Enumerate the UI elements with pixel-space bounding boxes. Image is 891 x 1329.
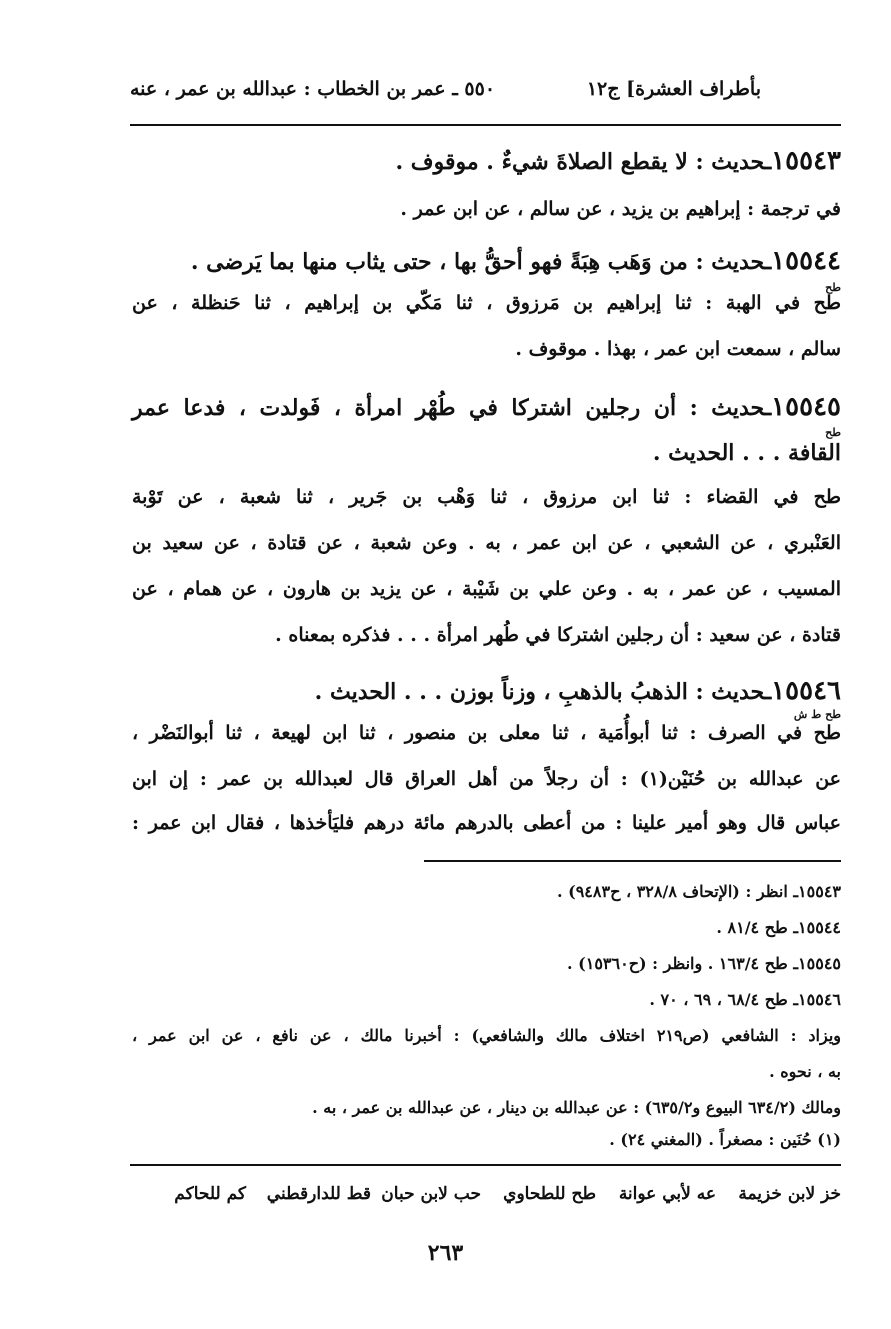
entry-text-line: العَنْبري ، عن الشعبي ، عن ابن عمر ، به . وعن شعبة ، عن قتادة ، عن سعيد بن <box>132 532 841 554</box>
entry-title: ـحديث : الذهبُ بالذهبِ ، وزناً بوزن . . . الحديث . <box>314 679 772 705</box>
running-header <box>130 78 761 108</box>
entry-sigla: طح <box>825 426 841 439</box>
abbreviation-item: قط للدارقطني <box>266 1184 371 1204</box>
entry-number: ١٥٥٤٦ <box>771 676 841 706</box>
entry-sigla: طح ط ش <box>793 708 841 721</box>
entry-title: ـحديث : أن رجلين اشتركا في طُهْر امرأة ، فَولدت ، فدعا عمر <box>132 395 772 421</box>
footnote-line: ١٥٥٤٦ـ طح ٦٨/٤ ، ٦٩ ، ٧٠ . <box>649 990 841 1009</box>
footnote-line: (١) حُنَين : مصغراً . (المغني ٢٤) . <box>609 1130 841 1149</box>
entry-title: ـحديث : من وَهَب هِبَةً فهو أحقُّ بها ، حتى يثاب منها بما يَرضى . <box>190 249 772 275</box>
abbreviations-key <box>130 1184 841 1214</box>
footnote-line: ١٥٥٤٤ـ طح ٨١/٤ . <box>716 918 841 937</box>
abbreviation-item: طح للطحاوي <box>503 1184 596 1204</box>
entry-number: ١٥٥٤٣ <box>771 146 841 176</box>
entry-text-line: طح في القضاء : ثنا ابن مرزوق ، ثنا وَهْب بن جَرير ، ثنا شعبة ، عن تَوْبة <box>132 486 841 508</box>
footnote-line: ويزاد : الشافعي (ص٢١٩ اختلاف مالك والشافعي) : أخبرنا مالك ، عن نافع ، عن ابن عمر ، <box>132 1026 842 1045</box>
entry-text-line: في ترجمة : إبراهيم بن يزيد ، عن سالم ، عن ابن عمر . <box>400 198 841 220</box>
footnote-line: ١٥٥٤٥ـ طح ١٦٣/٤ . وانظر : (ح١٥٣٦٠) . <box>567 954 841 973</box>
abbreviations-rule <box>130 1164 841 1166</box>
header-book-title: بأطراف العشرة] ج١٢ <box>586 78 761 100</box>
footnote-line: ١٥٥٤٣ـ انظر : (الإتحاف ٣٢٨/٨ ، ح٩٤٨٣) . <box>556 882 841 901</box>
entry-heading <box>315 676 841 706</box>
abbreviation-item: حب لابن حبان <box>381 1184 481 1204</box>
entry-text-line: عن عبدالله بن حُنَيْن(١) : أن رجلاً من أهل العراق قال لعبدالله بن عمر : إن ابن <box>132 768 841 790</box>
header-rule <box>130 124 841 126</box>
entry-heading <box>395 146 841 176</box>
entry-text-line: عباس قال وهو أمير علينا : من أعطى بالدرهم مائة درهم فليَأخذها ، فقال ابن عمر : <box>132 812 841 834</box>
footnote-rule <box>424 860 841 862</box>
entry-text-line: قتادة ، عن سعيد : أن رجلين اشتركا في طُهر امرأة . . . فذكره بمعناه . <box>275 624 841 646</box>
entry-sigla: طح <box>825 281 841 294</box>
entry-heading-continuation: القافة . . . الحديث . <box>652 440 841 466</box>
abbreviation-item: عه لأبي عوانة <box>618 1184 716 1204</box>
entry-text-line: سالم ، سمعت ابن عمر ، بهذا . موقوف . <box>515 338 841 360</box>
abbreviation-item: خز لابن خزيمة <box>738 1184 841 1204</box>
header-section-title: ٥٥٠ ـ عمر بن الخطاب : عبدالله بن عمر ، عنه <box>130 78 496 100</box>
footnote-line: به ، نحوه . <box>769 1062 841 1081</box>
entry-heading <box>191 246 841 276</box>
entry-text-line: المسيب ، عن عمر ، به . وعن علي بن شَيْبة ، عن يزيد بن هارون ، عن همام ، عن <box>132 578 841 600</box>
entry-text-line: طح في الصرف : ثنا أبوأُمَية ، ثنا معلى بن منصور ، ثنا ابن لهيعة ، ثنا أبوالنَضْر ، <box>132 722 841 744</box>
page-number: ٢٦٣ <box>427 1240 464 1266</box>
entry-text-line: طح في الهبة : ثنا إبراهيم بن مَرزوق ، ثنا مَكّي بن إبراهيم ، ثنا حَنظلة ، عن <box>132 292 841 314</box>
footnote-line: ومالك (٦٣٤/٢ البيوع و٦٣٥/٢) : عن عبدالله بن دينار ، عن عبدالله بن عمر ، به . <box>312 1098 841 1117</box>
entry-heading <box>132 392 841 422</box>
entry-number: ١٥٥٤٤ <box>771 246 841 276</box>
entry-title: ـحديث : لا يقطع الصلاةَ شيءٌ . موقوف . <box>395 149 772 175</box>
abbreviation-item: كم للحاكم <box>174 1184 246 1204</box>
entry-number: ١٥٥٤٥ <box>771 392 841 422</box>
